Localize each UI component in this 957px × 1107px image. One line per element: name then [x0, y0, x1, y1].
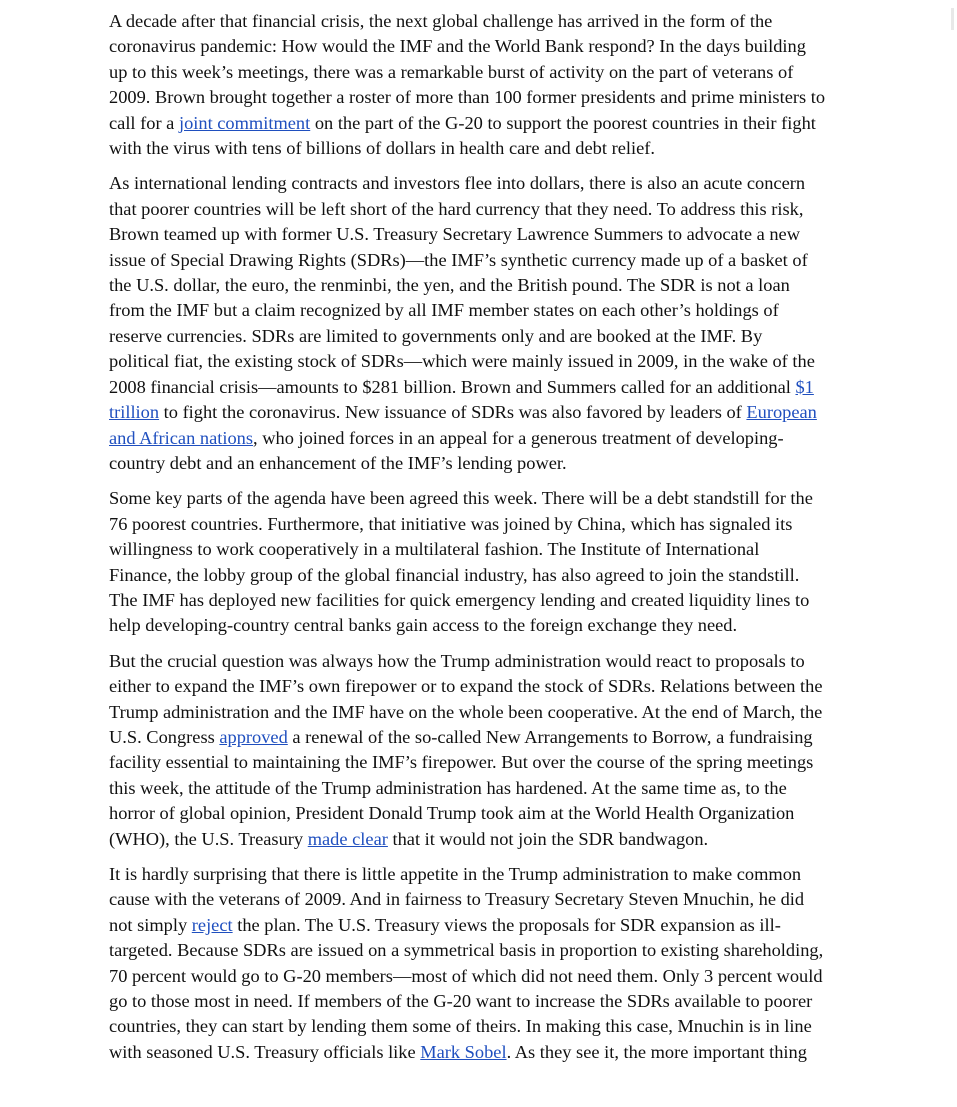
text-line [109, 512, 915, 537]
text-run: 2009. Brown brought together a roster of more than 100 former presidents and prime ministers to [109, 87, 826, 108]
text-run: . As they see it, the more important thing [506, 1041, 807, 1062]
text-run: that poorer countries will be left short of the hard currency that they need. To address this risk, [109, 198, 804, 219]
text-run: willingness to work cooperatively in a multilateral fashion. The Institute of International [109, 539, 760, 560]
paragraph [109, 9, 915, 161]
text-run: 76 poorest countries. Furthermore, that initiative was joined by China, which has signaled its [109, 513, 793, 534]
text-line [109, 887, 915, 912]
text-run: cause with the veterans of 2009. And in fairness to Treasury Secretary Steven Mnuchin, he did [109, 889, 805, 910]
text-run: It is hardly surprising that there is little appetite in the Trump administration to make common [109, 864, 802, 884]
text-run: with the virus with tens of billions of dollars in health care and debt relief. [109, 138, 655, 159]
text-line [109, 324, 915, 349]
text-line [109, 197, 915, 222]
paragraph [109, 486, 915, 638]
text-run: As international lending contracts and investors flee into dollars, there is also an acute concern [109, 173, 806, 194]
hyperlink[interactable]: Mark Sobel [420, 1041, 507, 1062]
text-line [109, 725, 915, 750]
text-line [109, 34, 915, 59]
text-run: to fight the coronavirus. New issuance of SDRs was also favored by leaders of [159, 402, 747, 423]
hyperlink[interactable]: trillion [109, 402, 160, 423]
text-line [109, 674, 915, 699]
text-run: , who joined forces in an appeal for a generous treatment of developing- [253, 427, 784, 448]
text-line [109, 964, 915, 989]
text-run: from the IMF but a claim recognized by all IMF member states on each other’s holdings of [109, 300, 779, 321]
text-run: issue of Special Drawing Rights (SDRs)—the IMF’s synthetic currency made up of a basket of [109, 249, 808, 270]
text-run: up to this week’s meetings, there was a remarkable burst of activity on the part of veterans of [109, 61, 794, 82]
text-line [109, 273, 915, 298]
text-run: facility essential to maintaining the IMF’s firepower. But over the course of the spring meetings [109, 752, 814, 773]
text-line [109, 486, 915, 511]
text-run: coronavirus pandemic: How would the IMF and the World Bank respond? In the days building [109, 36, 806, 57]
text-run: country debt and an enhancement of the IMF’s lending power. [109, 452, 567, 473]
text-line [109, 111, 915, 136]
text-run: Some key parts of the agenda have been agreed this week. There will be a debt standstill for the [109, 488, 813, 509]
hyperlink[interactable]: European [746, 402, 817, 423]
text-line [109, 451, 915, 476]
text-run: (WHO), the U.S. Treasury [109, 828, 308, 849]
text-run: the plan. The U.S. Treasury views the proposals for SDR expansion as ill- [232, 914, 781, 935]
text-run: political fiat, the existing stock of SDRs—which were mainly issued in 2009, in the wake of the [109, 351, 815, 372]
text-run: with seasoned U.S. Treasury officials like [109, 1041, 421, 1062]
text-run: help developing-country central banks gain access to the foreign exchange they need. [109, 615, 738, 636]
text-line [109, 588, 915, 613]
text-line [109, 1014, 915, 1039]
text-line [109, 938, 915, 963]
text-run: targeted. Because SDRs are issued on a symmetrical basis in proportion to existing shareholding, [109, 940, 824, 961]
text-run: reserve currencies. SDRs are limited to governments only and are booked at the IMF. By [109, 325, 763, 346]
hyperlink[interactable]: reject [191, 914, 233, 935]
text-line [109, 298, 915, 323]
text-line [109, 171, 915, 196]
text-line [109, 400, 915, 425]
text-run: the U.S. dollar, the euro, the renminbi, the yen, and the British pound. The SDR is not a loan [109, 275, 790, 296]
paragraph [109, 171, 915, 476]
text-run: But the crucial question was always how the Trump administration would react to proposals to [109, 650, 805, 671]
text-line [109, 801, 915, 826]
text-run: 2008 financial crisis—amounts to $281 billion. Brown and Summers called for an additional [109, 376, 796, 397]
text-run: The IMF has deployed new facilities for quick emergency lending and created liquidity lines to [109, 589, 810, 610]
text-line [109, 989, 915, 1014]
hyperlink[interactable]: and African nations [109, 427, 254, 448]
text-line [109, 913, 915, 938]
text-line [109, 862, 915, 887]
text-run: that it would not join the SDR bandwagon. [387, 828, 709, 849]
text-run: countries, they can start by lending them some of theirs. In making this case, Mnuchin is in line [109, 1016, 812, 1037]
text-line [109, 700, 915, 725]
text-line [109, 613, 915, 638]
hyperlink[interactable]: made clear [307, 828, 388, 849]
text-run: Finance, the lobby group of the global financial industry, has also agreed to join the standstill. [109, 564, 800, 585]
text-line [109, 9, 915, 34]
text-line [109, 248, 915, 273]
text-line [109, 1040, 915, 1065]
paragraph [109, 862, 915, 1065]
text-run: 70 percent would go to G-20 members—most of which did not need them. Only 3 percent would [109, 965, 823, 986]
text-line [109, 349, 915, 374]
text-line [109, 750, 915, 775]
text-line [109, 222, 915, 247]
text-run: call for a [109, 112, 179, 133]
text-line [109, 60, 915, 85]
text-run: Brown teamed up with former U.S. Treasury Secretary Lawrence Summers to advocate a new [109, 224, 800, 245]
text-line [109, 375, 915, 400]
text-run: go to those most in need. If members of the G-20 want to increase the SDRs available to poorer [109, 991, 813, 1012]
text-line [109, 136, 915, 161]
hyperlink[interactable]: joint commitment [178, 112, 311, 133]
hyperlink[interactable]: approved [219, 726, 288, 747]
paragraph [109, 649, 915, 852]
text-line [109, 563, 915, 588]
text-run: horror of global opinion, President Donald Trump took aim at the World Health Organization [109, 803, 795, 824]
document-body [109, 9, 915, 1075]
text-run: this week, the attitude of the Trump administration has hardened. At the same time as, to the [109, 777, 787, 798]
text-line [109, 827, 915, 852]
text-line [109, 776, 915, 801]
text-run: on the part of the G-20 to support the poorest countries in their fight [310, 112, 816, 133]
text-run: either to expand the IMF’s own firepower or to expand the stock of SDRs. Relations between the [109, 676, 823, 697]
text-run: a renewal of the so-called New Arrangements to Borrow, a fundraising [287, 726, 813, 747]
page-edge-scrollbar [951, 8, 954, 30]
text-run: U.S. Congress [109, 726, 220, 747]
text-line [109, 426, 915, 451]
hyperlink[interactable]: $1 [795, 376, 814, 397]
text-run: Trump administration and the IMF have on the whole been cooperative. At the end of March, the [109, 701, 823, 722]
text-line [109, 85, 915, 110]
text-run: A decade after that financial crisis, the next global challenge has arrived in the form of the [109, 11, 773, 31]
text-line [109, 649, 915, 674]
text-run: not simply [109, 914, 192, 935]
text-line [109, 537, 915, 562]
